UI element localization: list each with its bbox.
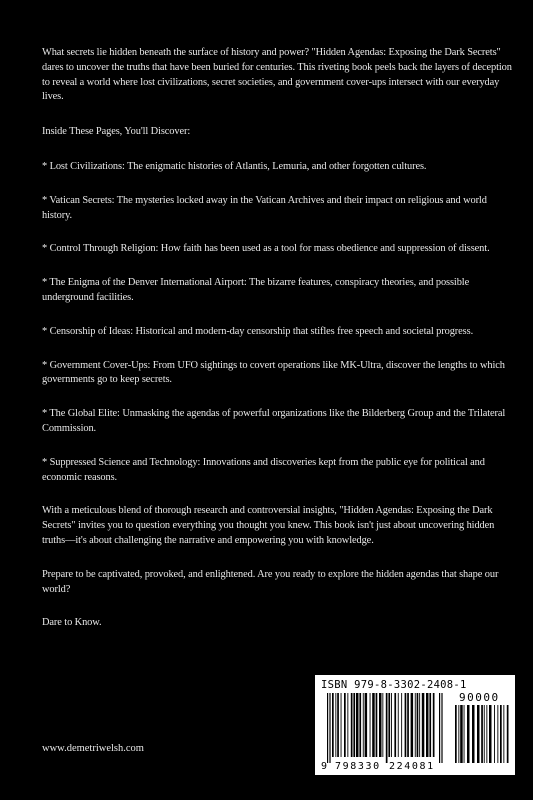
barcode-digit-group-1: 798330 (335, 761, 381, 772)
barcode-bar (426, 693, 429, 757)
blurb-text (42, 46, 512, 631)
barcode-bar (497, 705, 498, 763)
barcode-bar (351, 693, 353, 757)
barcode-bar (477, 705, 480, 763)
barcode-bar (391, 693, 392, 757)
barcode-bar (386, 693, 388, 763)
barcode-bar (398, 693, 399, 757)
barcode-bar (329, 693, 330, 763)
author-website: www.demetriwelsh.com (42, 743, 144, 754)
barcode-bar (486, 705, 487, 763)
isbn-label: ISBN 979-8-3302-2408-1 (321, 679, 467, 691)
barcode-bar (481, 705, 483, 763)
closing-paragraph: With a meticulous blend of thorough research and controversial insights, "Hidden Agendas: Exposing the Dark Secrets" invites you to question everything you thought you knew. This book isn't just about uncovering hidden truths—it's about challenging the narrative and empowering you with knowledge. (42, 505, 495, 546)
barcode-bar (359, 693, 361, 757)
isbn-barcode (315, 675, 515, 775)
barcode-bar (458, 705, 459, 763)
barcode-bar (344, 693, 346, 757)
barcode-bar (347, 693, 348, 757)
bullet-item: * Control Through Religion: How faith has been used as a tool for mass obedience and suppression of dissent. (42, 243, 490, 255)
barcode-bar (382, 693, 383, 757)
barcode-bar (337, 693, 339, 757)
barcode-digit-group-2: 224081 (389, 761, 435, 772)
barcode-bar (503, 705, 504, 763)
barcode-bar (472, 705, 475, 763)
barcode-bar (429, 693, 431, 757)
barcode-price-code: 90000 (459, 691, 500, 704)
barcode-bar (370, 693, 371, 757)
barcode-bar (464, 705, 465, 763)
barcode-bars (315, 675, 515, 775)
barcode-bar (394, 693, 396, 757)
barcode-bar (411, 693, 414, 757)
barcode-first-digit: 9 (321, 761, 328, 772)
barcode-bar (376, 693, 378, 757)
barcode-bar (335, 693, 336, 757)
intro-paragraph: What secrets lie hidden beneath the surface of history and power? "Hidden Agendas: Exposing the Dark Secrets" dares to uncover the truths that have been buried for centuries. This riveting book peels back the layers of deception to reveal a world where lost civilizations, secret societies, and government cover-ups intersect with our everyday lives. (42, 47, 512, 103)
question-paragraph: Prepare to be captivated, provoked, and enlightened. Are you ready to explore the hidden agendas that shape our world? (42, 568, 499, 595)
barcode-bar (455, 705, 457, 763)
barcode-bar (341, 693, 342, 757)
barcode-bar (353, 693, 355, 757)
barcode-bar (484, 705, 485, 763)
barcode-bar (460, 705, 463, 763)
bullet-item: * Censorship of Ideas: Historical and modern-day censorship that stifles free speech and societal progress. (42, 325, 474, 337)
bullet-item: * Government Cover-Ups: From UFO sightings to covert operations like MK-Ultra, discover the lengths to which governments go to keep secrets. (42, 359, 505, 386)
bullet-item: * Vatican Secrets: The mysteries locked away in the Vatican Archives and their impact on religious and world history. (42, 194, 487, 221)
barcode-bar (489, 705, 492, 763)
barcode-bar (507, 705, 509, 763)
discover-heading: Inside These Pages, You'll Discover: (42, 126, 191, 138)
barcode-bar (372, 693, 375, 757)
bullet-item: * Suppressed Science and Technology: Innovations and discoveries kept from the public eye for political and economic reasons. (42, 456, 485, 483)
barcode-bar (500, 705, 502, 763)
barcode-bar (327, 693, 328, 763)
barcode-bar (407, 693, 409, 757)
barcode-bar (419, 693, 420, 757)
barcode-bar (439, 693, 440, 763)
barcode-bar (363, 693, 364, 757)
barcode-bar (441, 693, 442, 763)
barcode-bar (467, 705, 470, 763)
bullet-item: * Lost Civilizations: The enigmatic histories of Atlantis, Lemuria, and other forgotten cultures. (42, 160, 427, 172)
barcode-bar (356, 693, 359, 757)
barcode-bar (433, 693, 435, 757)
barcode-bar (388, 693, 390, 757)
bullet-item: * The Global Elite: Unmasking the agendas of powerful organizations like the Bilderberg Group and the Trilateral Commission. (42, 408, 506, 434)
barcode-bar (379, 693, 382, 757)
barcode-bar (332, 693, 334, 757)
barcode-bar (422, 693, 425, 757)
barcode-bar (494, 705, 495, 763)
barcode-bar (401, 693, 402, 757)
barcode-bar (415, 693, 416, 757)
barcode-bar (405, 693, 407, 757)
barcode-bar (365, 693, 368, 757)
signoff-text: Dare to Know. (42, 617, 102, 629)
bullet-item: * The Enigma of the Denver International Airport: The bizarre features, conspiracy theories, and possible underground facilities. (42, 277, 470, 303)
barcode-bar (417, 693, 419, 757)
